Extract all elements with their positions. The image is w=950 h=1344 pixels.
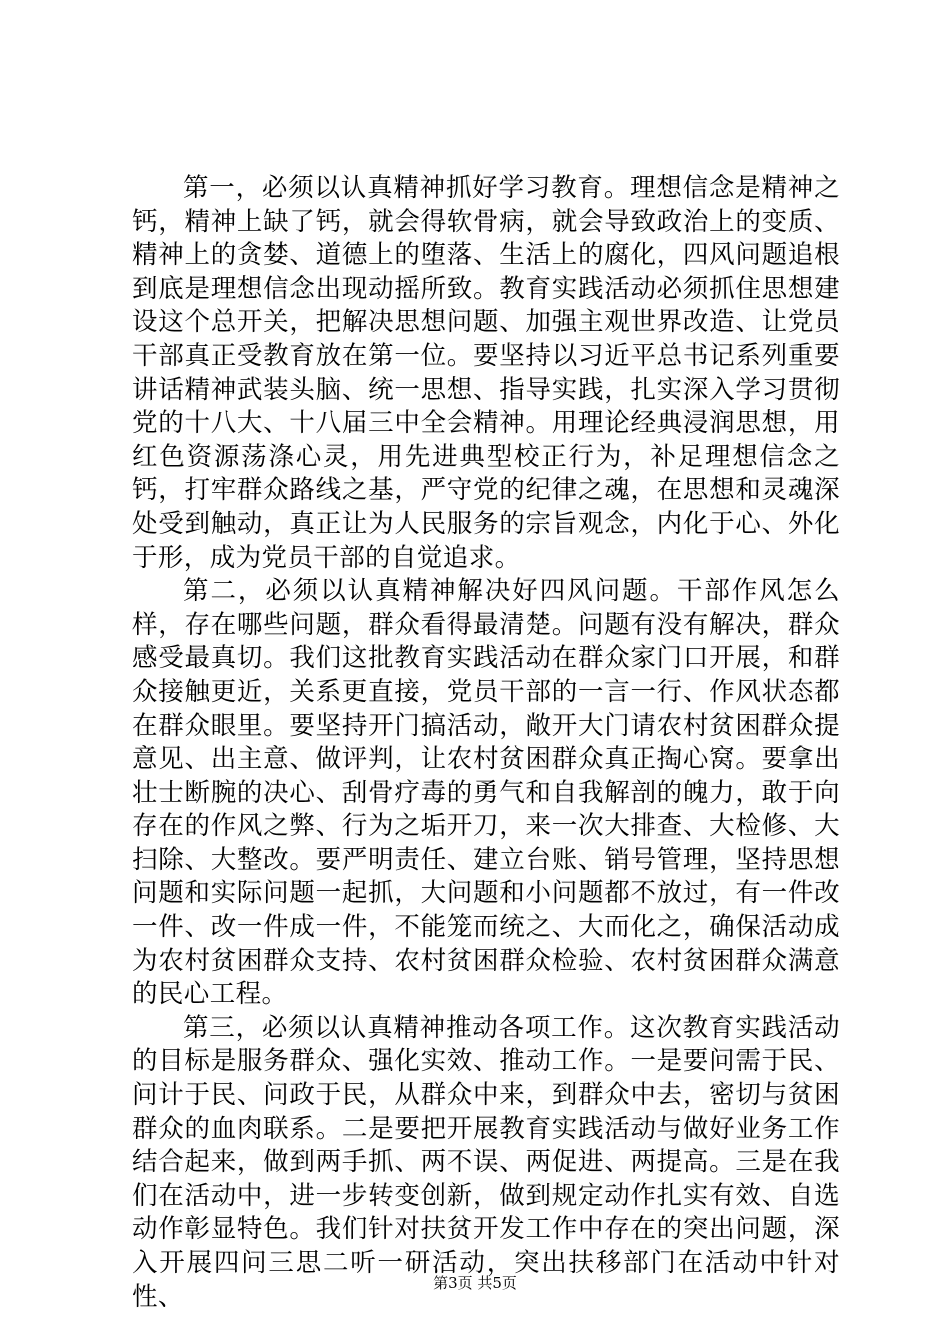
- paragraph-2: 第二，必须以认真精神解决好四风问题。干部作风怎么样，存在哪些问题，群众看得最清楚。问题有没有解决，群众感受最真切。我们这批教育实践活动在群众家门口开展，和群众接触更近，关系更直接，党员干部的一言一行、作风状态都在群众眼里。要坚持开门搞活动，敞开大门请农村贫困群众提意见、出主意、做评判，让农村贫困群众真正掏心窝。要拿出壮士断腕的决心、刮骨疗毒的勇气和自我解剖的魄力，敢于向存在的作风之弊、行为之垢开刀，来一次大排查、大检修、大扫除、大整改。要严明责任、建立台账、销号管理，坚持思想问题和实际问题一起抓，大问题和小问题都不放过，有一件改一件、改一件成一件，不能笼而统之、大而化之，确保活动成为农村贫困群众支持、农村贫困群众检验、农村贫困群众满意的民心工程。: [132, 576, 840, 1010]
- page-number-label: 第3页 共5页: [433, 1274, 517, 1292]
- paragraph-3: 第三，必须以认真精神推动各项工作。这次教育实践活动的目标是服务群众、强化实效、推动工作。一是要问需于民、问计于民、问政于民，从群众中来，到群众中去，密切与贫困群众的血肉联系。二是要把开展教育实践活动与做好业务工作结合起来，做到两手抓、两不误、两促进、两提高。三是在我们在活动中，进一步转变创新，做到规定动作扎实有效、自选动作彰显特色。我们针对扶贫开发工作中存在的突出问题，深入开展四问三思二听一研活动，突出扶移部门在活动中针对性、: [132, 1012, 840, 1312]
- paragraph-1: 第一，必须以认真精神抓好学习教育。理想信念是精神之钙，精神上缺了钙，就会得软骨病，就会导致政治上的变质、精神上的贪婪、道德上的堕落、生活上的腐化，四风问题追根到底是理想信念出现动摇所致。教育实践活动必须抓住思想建设这个总开关，把解决思想问题、加强主观世界改造、让党员干部真正受教育放在第一位。要坚持以习近平总书记系列重要讲话精神武装头脑、统一思想、指导实践，扎实深入学习贯彻党的十八大、十八届三中全会精神。用理论经典浸润思想，用红色资源荡涤心灵，用先进典型校正行为，补足理想信念之钙，打牢群众路线之基，严守党的纪律之魂，在思想和灵魂深处受到触动，真正让为人民服务的宗旨观念，内化于心、外化于形，成为党员干部的自觉追求。: [132, 173, 840, 573]
- document-body: [132, 172, 840, 1314]
- page-footer: [0, 1273, 950, 1293]
